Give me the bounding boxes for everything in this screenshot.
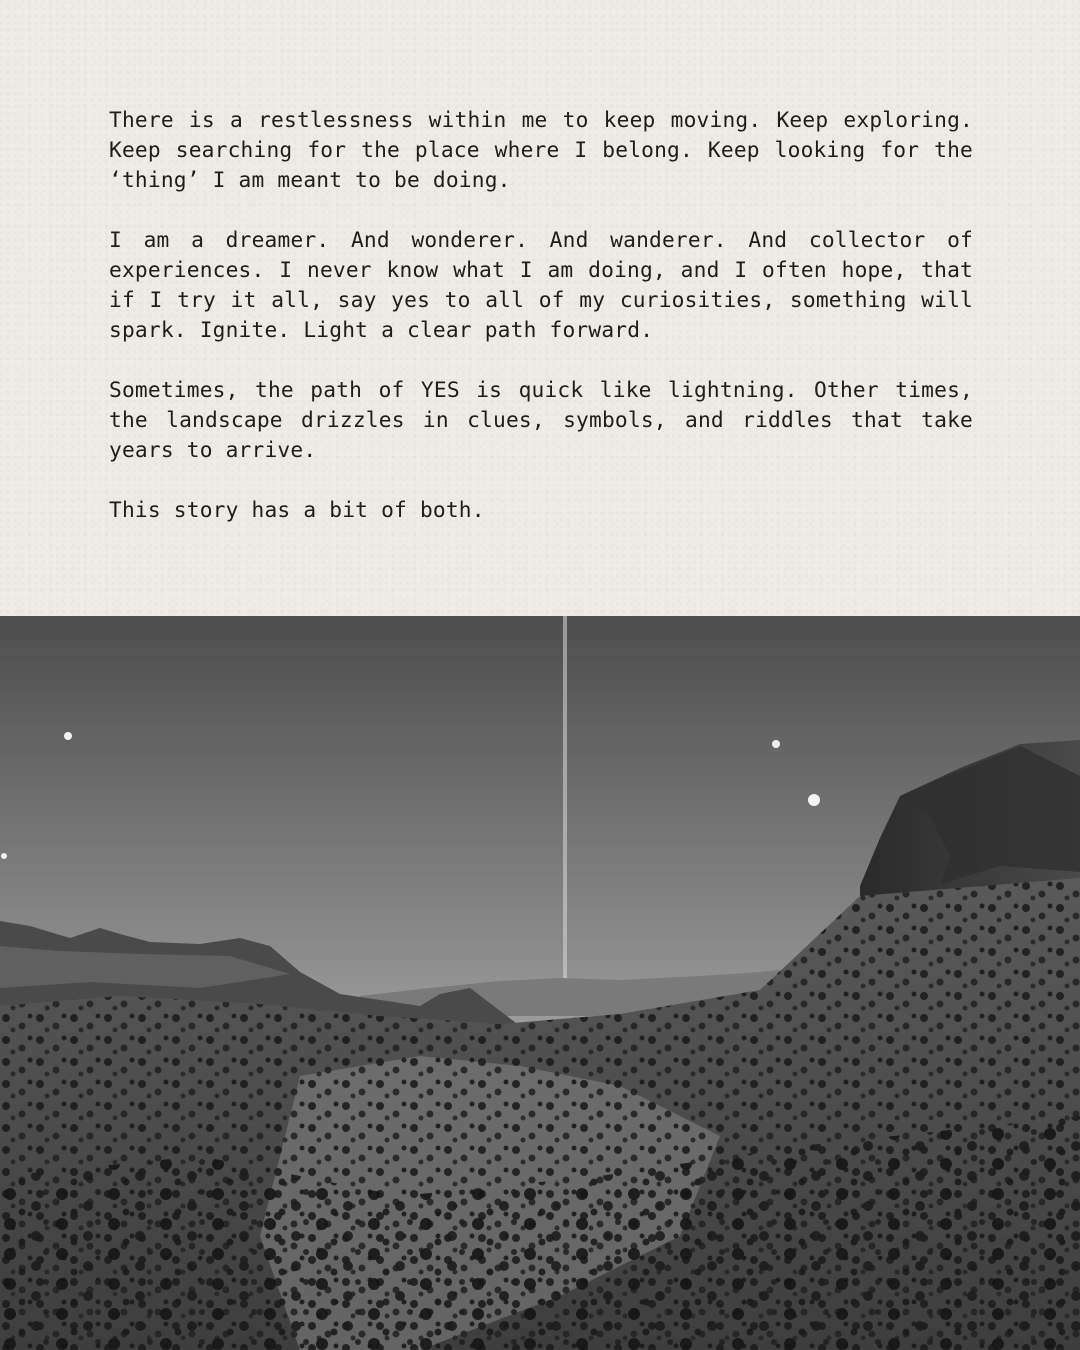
- landscape-photo: [0, 616, 1080, 1350]
- landscape-photo-icon: [0, 616, 1080, 1350]
- paragraph-1: There is a restlessness within me to keep moving. Keep exploring. Keep searching for the place where I belong. Keep looking for the ‘thing’ I am meant to be doing.: [109, 107, 973, 192]
- paragraph-4: This story has a bit of both.: [109, 497, 485, 522]
- paragraph-3: Sometimes, the path of YES is quick like lightning. Other times, the landscape drizzles in clues, symbols, and riddles that take years to arrive.: [109, 377, 973, 462]
- paragraph-2: I am a dreamer. And wonderer. And wanderer. And collector of experiences. I never know what I am doing, and I often hope, that if I try it all, say yes to all of my curiosities, something will spark. Ignite. Light a clear path forward.: [109, 227, 973, 342]
- paper-background: [0, 0, 1080, 616]
- story-text: [109, 105, 973, 525]
